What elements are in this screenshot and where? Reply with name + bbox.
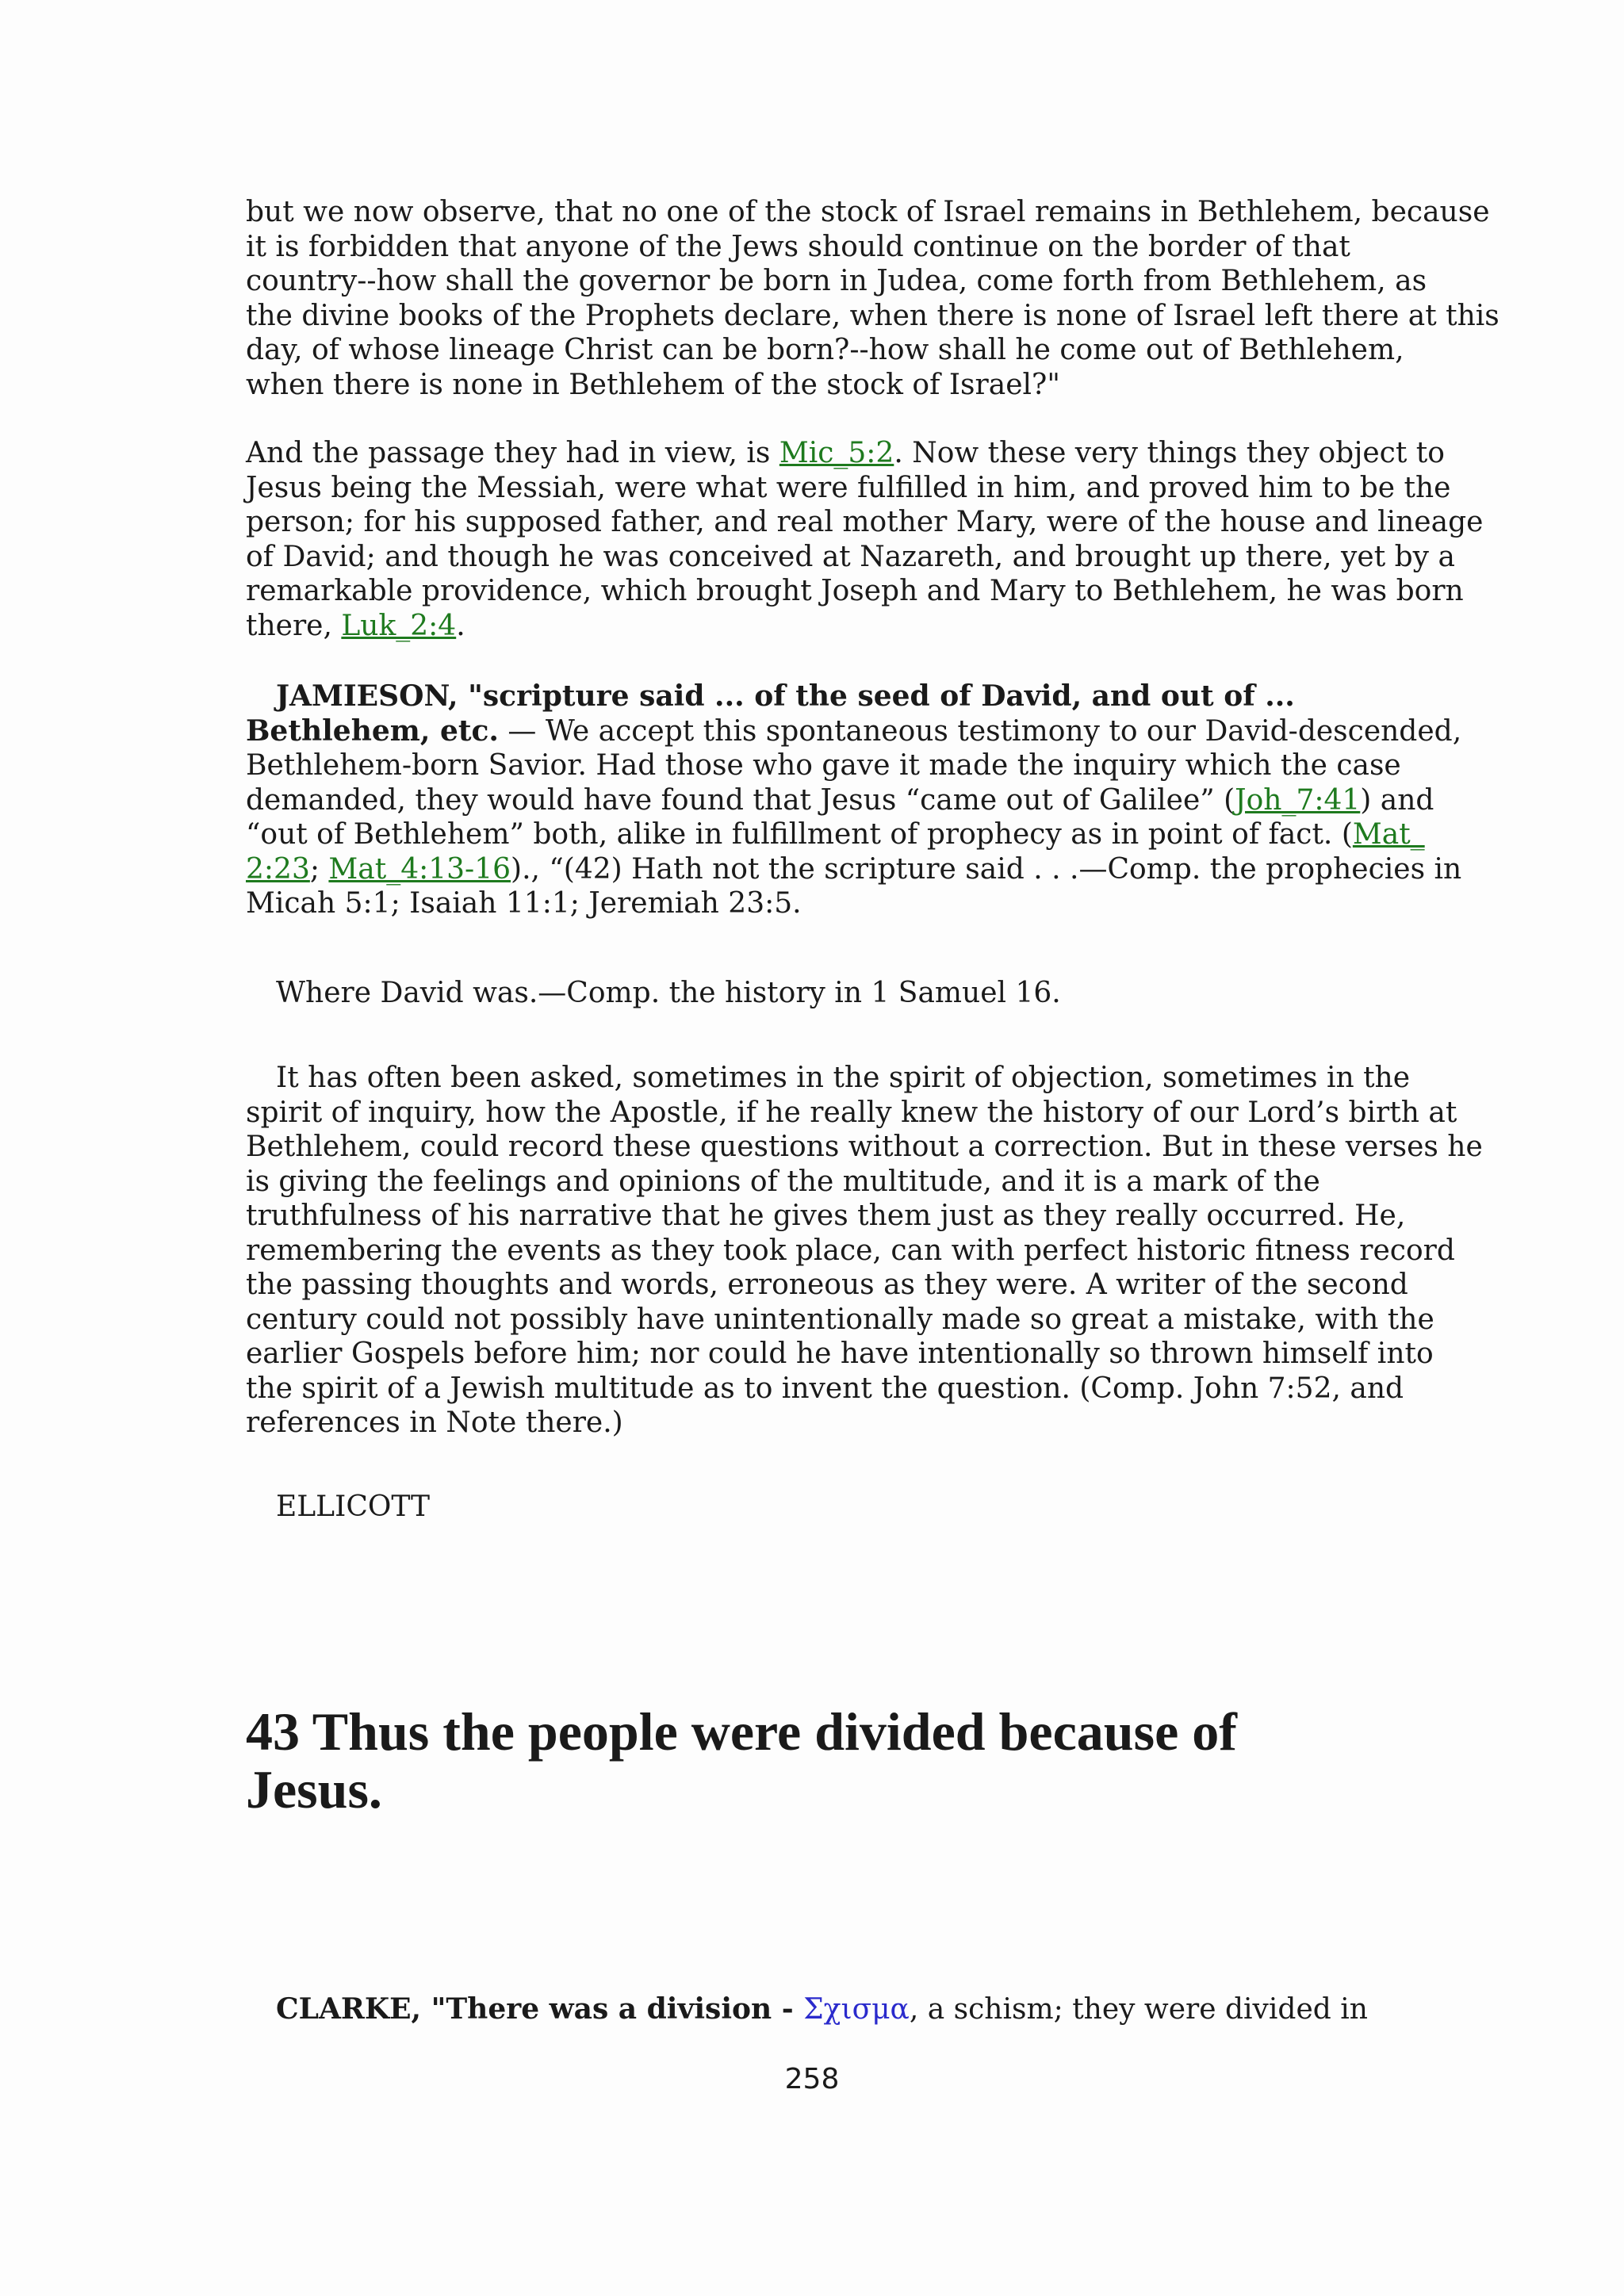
text-span: “out of Bethlehem” both, alike in fulfillment of prophecy as in point of fact. ( — [246, 818, 1353, 851]
text-line: Bethlehem, could record these questions without a correction. But in these verses he — [246, 1131, 1483, 1163]
text-line: of David; and though he was conceived at Nazareth, and brought up there, yet by a — [246, 540, 1455, 573]
text-line — [246, 714, 1462, 749]
scripture-link-mat-2-23[interactable]: Mat_ — [1352, 818, 1425, 851]
commentator-heading: CLARKE, "There was a division - — [276, 1992, 804, 2026]
text-line: Micah 5:1; Isaiah 11:1; Jeremiah 23:5. — [246, 887, 802, 920]
text-line: day, of whose lineage Christ can be born?--how shall he come out of Bethlehem, — [246, 334, 1404, 366]
text-line: the spirit of a Jewish multitude as to invent the question. (Comp. John 7:52, and — [246, 1372, 1404, 1405]
page-number: 258 — [784, 2063, 840, 2095]
text-span: there, — [246, 609, 342, 642]
text-line: truthfulness of his narrative that he gives them just as they really occurred. He, — [246, 1200, 1406, 1232]
text-line — [246, 817, 1425, 852]
text-span: ; — [309, 852, 329, 886]
paragraph-ellicott-attribution — [246, 1490, 1388, 1525]
paragraph-gill-continued — [246, 195, 1500, 402]
text-line: spirit of inquiry, how the Apostle, if he really knew the history of our Lord’s birth at — [246, 1096, 1457, 1129]
paragraph-jamieson — [246, 679, 1462, 921]
text-line: the passing thoughts and words, erroneous as they were. A writer of the second — [246, 1269, 1408, 1301]
text-span: ) and — [1360, 783, 1434, 817]
text-line: remarkable providence, which brought Joseph and Mary to Bethlehem, he was born — [246, 575, 1464, 607]
text-line: it is forbidden that anyone of the Jews should continue on the border of that — [246, 230, 1350, 263]
text-span: And the passage they had in view, is — [246, 437, 779, 469]
text-line: Bethlehem-born Savior. Had those who gave it made the inquiry which the case — [246, 749, 1401, 782]
text-span: — We accept this spontaneous testimony to our David-descended, — [498, 714, 1462, 748]
text-line: is giving the feelings and opinions of the multitude, and it is a mark of the — [246, 1165, 1320, 1198]
heading-line: Jesus. — [246, 1759, 382, 1820]
scripture-link-mat-2-23-cont[interactable]: 2:23 — [246, 852, 310, 886]
text-line — [246, 609, 1388, 644]
paragraph-where-david — [246, 976, 1388, 1011]
greek-word: Σχισμα — [803, 1993, 910, 2026]
text-line: It has often been asked, sometimes in the spirit of objection, sometimes in the — [276, 1062, 1411, 1094]
scripture-link-joh-7-41[interactable]: Joh_7:41 — [1235, 783, 1361, 817]
text-line: earlier Gospels before him; nor could he have intentionally so thrown himself into — [246, 1337, 1434, 1370]
heading-line: 43 Thus the people were divided because of — [246, 1701, 1237, 1762]
paragraph-clarke — [246, 1992, 1388, 2027]
text-span: )., “(42) Hath not the scripture said . . .—Comp. the prophecies in — [511, 852, 1462, 886]
commentator-name: ELLICOTT — [276, 1490, 431, 1523]
text-line: references in Note there.) — [246, 1406, 623, 1439]
text-line: remembering the events as they took place, can with perfect historic fitness record — [246, 1234, 1455, 1267]
scripture-link-luk-2-4[interactable]: Luk_2:4 — [341, 609, 457, 642]
text-line: Where David was.—Comp. the history in 1 Samuel 16. — [276, 977, 1061, 1009]
text-span: demanded, they would have found that Jesus “came out of Galilee” ( — [246, 783, 1235, 817]
verse-heading — [246, 1703, 1435, 1819]
text-line: but we now observe, that no one of the stock of Israel remains in Bethlehem, because — [246, 196, 1490, 228]
text-line — [246, 783, 1434, 818]
text-span: . — [456, 609, 465, 642]
paragraph-passage — [246, 436, 1484, 643]
text-line: when there is none in Bethlehem of the stock of Israel?" — [246, 368, 1060, 401]
text-line: Jesus being the Messiah, were what were fulfilled in him, and proved him to be the — [246, 471, 1451, 504]
text-line: the divine books of the Prophets declare, when there is none of Israel left there at this — [246, 299, 1500, 332]
text-line — [246, 852, 1462, 887]
scripture-link-mic-5-2[interactable]: Mic_5:2 — [779, 437, 894, 469]
commentator-heading: JAMIESON, "scripture said ... of the seed of David, and out of ... — [276, 679, 1295, 713]
text-span: , a schism; they were divided in — [909, 1993, 1368, 2026]
text-span: . Now these very things they object to — [894, 437, 1445, 469]
bold-phrase: Bethlehem, etc. — [246, 714, 499, 748]
text-line — [246, 436, 1445, 471]
paragraph-ellicott — [246, 1061, 1483, 1441]
text-line: century could not possibly have unintentionally made so great a mistake, with the — [246, 1303, 1434, 1336]
text-line — [246, 679, 1388, 714]
text-line: country--how shall the governor be born in Judea, come forth from Bethlehem, as — [246, 265, 1427, 297]
text-line: person; for his supposed father, and real mother Mary, were of the house and lineage — [246, 506, 1484, 538]
text-line — [246, 1992, 1388, 2027]
scripture-link-mat-4-13-16[interactable]: Mat_4:13-16 — [328, 852, 511, 886]
